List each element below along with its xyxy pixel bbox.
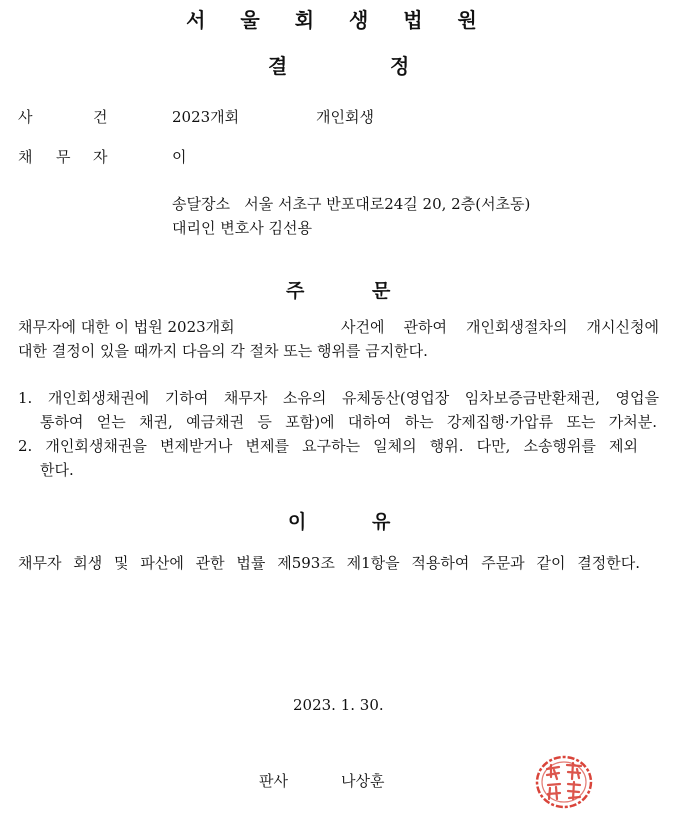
debtor-label-2: 무 (56, 148, 71, 166)
service-address: 송달장소 서울 서초구 반포대로24길 20, 2층(서초동) (172, 195, 531, 213)
debtor-name: 이 (172, 148, 187, 166)
order-heading-part1: 주 (286, 280, 305, 302)
debtor-label-1: 채 (18, 148, 33, 166)
order-item-1-line1: 1. 개인회생채권에 기하여 채무자 소유의 유체동산(영업장 임차보증금반환채권, 영업을 (18, 389, 659, 407)
document-title-part1: 결 (268, 54, 288, 78)
judge-title: 판사 (259, 772, 288, 790)
reason-heading-part2: 유 (372, 511, 391, 533)
court-seal-stamp (533, 753, 595, 811)
order-intro-line1-left: 채무자에 대한 이 법원 2023개회 (18, 318, 235, 336)
reason-heading-part1: 이 (288, 511, 307, 533)
order-intro-line1-right: 사건에 관하여 개인회생절차의 개시신청에 (341, 318, 659, 336)
order-item-2-line2: 한다. (40, 461, 74, 479)
case-type: 개인회생 (316, 108, 374, 126)
representative: 대리인 변호사 김선용 (172, 219, 312, 237)
judge-name: 나상훈 (341, 772, 385, 790)
order-item-1-line2: 통하여 얻는 채권, 예금채권 등 포함)에 대하여 하는 강제집행·가압류 또는 가처분. (40, 413, 657, 431)
case-number: 2023개회 (172, 108, 240, 126)
order-intro-line2: 대한 결정이 있을 때까지 다음의 각 절차 또는 행위를 금지한다. (18, 342, 428, 360)
debtor-label-3: 자 (93, 148, 108, 166)
case-label-2: 건 (93, 108, 108, 126)
case-label-1: 사 (18, 108, 33, 126)
court-name: 서 울 회 생 법 원 (186, 8, 491, 32)
reason-text: 채무자 회생 및 파산에 관한 법률 제593조 제1항을 적용하여 주문과 같이 결정한다. (18, 554, 640, 572)
document-title-part2: 정 (390, 54, 410, 78)
order-item-2-line1: 2. 개인회생채권을 변제받거나 변제를 요구하는 일체의 행위. 다만, 소송행위를 제외 (18, 437, 638, 455)
order-heading-part2: 문 (372, 280, 391, 302)
decision-date: 2023. 1. 30. (293, 696, 384, 714)
